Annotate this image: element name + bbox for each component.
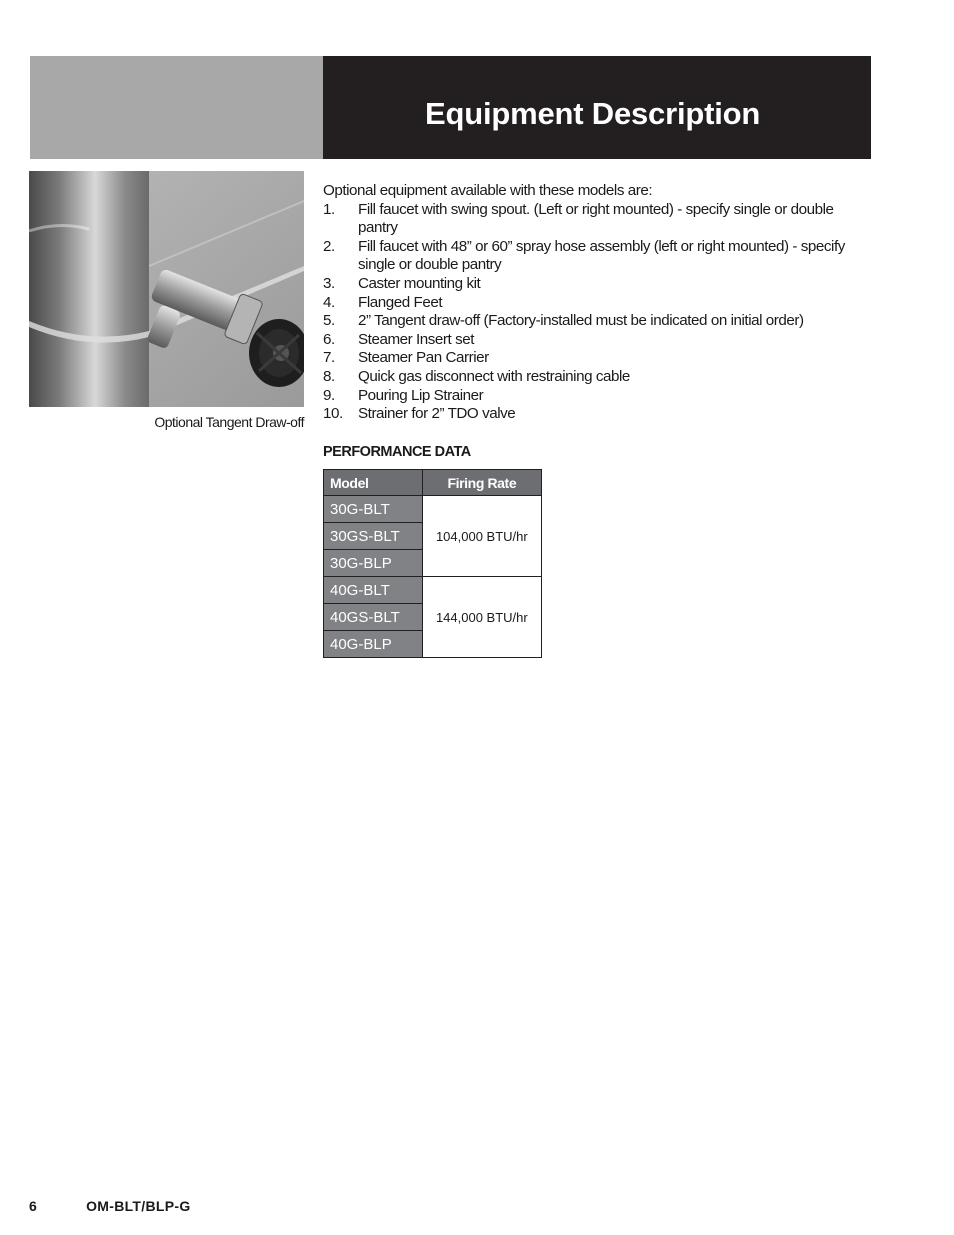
list-item <box>323 275 868 294</box>
item-text: Quick gas disconnect with restraining cable <box>358 367 630 385</box>
item-text: Flanged Feet <box>358 293 443 311</box>
item-text: Strainer for 2” TDO valve <box>358 405 516 423</box>
item-number: 7. <box>323 349 335 367</box>
photo-caption: Optional Tangent Draw-off <box>154 414 304 430</box>
options-intro: Optional equipment available with these models are: <box>323 182 653 199</box>
performance-data-table <box>323 469 542 658</box>
table-row <box>324 577 542 604</box>
model-cell: 30GS-BLT <box>324 523 423 550</box>
list-item <box>323 312 868 331</box>
list-item <box>323 405 868 424</box>
item-number: 8. <box>323 367 335 385</box>
header-band <box>30 56 871 159</box>
item-text: Steamer Insert set <box>358 330 474 348</box>
column-header-firing-rate: Firing Rate <box>422 470 541 496</box>
list-item <box>323 201 868 238</box>
list-item <box>323 368 868 387</box>
page-footer <box>29 1198 191 1214</box>
list-item <box>323 238 868 275</box>
list-item <box>323 331 868 350</box>
item-text: Fill faucet with swing spout. (Left or right mounted) - specify single or double pantry <box>358 200 834 237</box>
list-item <box>323 294 868 313</box>
table-header-row <box>324 470 542 496</box>
firing-rate-cell: 104,000 BTU/hr <box>422 496 541 577</box>
options-list <box>323 201 868 424</box>
performance-data-heading: PERFORMANCE DATA <box>323 444 471 460</box>
item-number: 2. <box>323 237 335 255</box>
tangent-draw-off-photo <box>29 171 304 407</box>
document-id: OM-BLT/BLP-G <box>86 1198 191 1214</box>
table-row <box>324 496 542 523</box>
model-cell: 40GS-BLT <box>324 604 423 631</box>
firing-rate-cell: 144,000 BTU/hr <box>422 577 541 658</box>
item-number: 3. <box>323 274 335 292</box>
item-number: 9. <box>323 386 335 404</box>
item-number: 4. <box>323 293 335 311</box>
item-text: 2” Tangent draw-off (Factory-installed must be indicated on initial order) <box>358 312 804 330</box>
item-number: 6. <box>323 330 335 348</box>
item-text: Fill faucet with 48” or 60” spray hose assembly (left or right mounted) - specify single or double pantry <box>358 237 845 274</box>
model-cell: 30G-BLT <box>324 496 423 523</box>
item-text: Caster mounting kit <box>358 274 481 292</box>
header-dark-block <box>323 56 871 159</box>
page-title: Equipment Description <box>425 96 761 131</box>
model-cell: 30G-BLP <box>324 550 423 577</box>
optional-equipment-section <box>323 182 868 424</box>
model-cell: 40G-BLP <box>324 631 423 658</box>
list-item <box>323 387 868 406</box>
model-cell: 40G-BLT <box>324 577 423 604</box>
item-number: 10. <box>323 405 343 423</box>
header-grey-block <box>30 56 323 159</box>
column-header-model: Model <box>324 470 423 496</box>
page-number: 6 <box>29 1198 38 1214</box>
item-text: Pouring Lip Strainer <box>358 386 484 404</box>
list-item <box>323 349 868 368</box>
item-text: Steamer Pan Carrier <box>358 349 489 367</box>
item-number: 1. <box>323 200 335 218</box>
item-number: 5. <box>323 312 335 330</box>
